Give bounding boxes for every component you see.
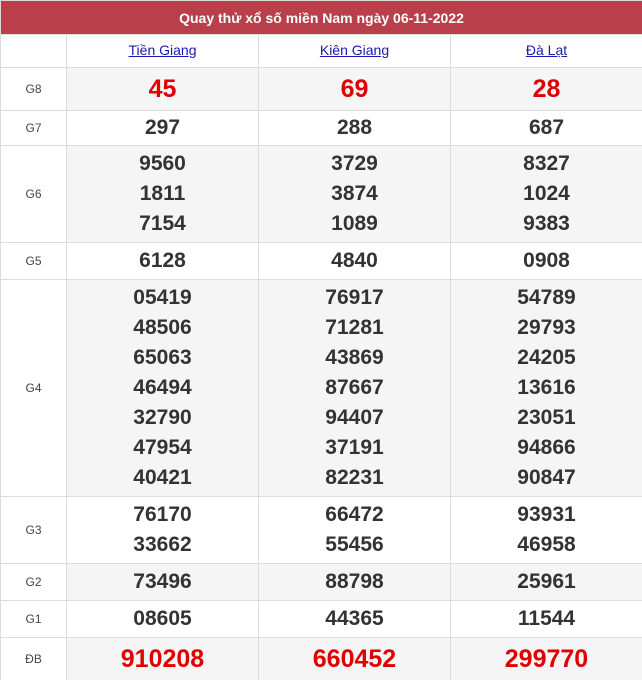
winning-number: 687 bbox=[528, 116, 565, 139]
prize-row-g5 bbox=[1, 243, 642, 280]
prize-row-đb bbox=[1, 638, 642, 680]
winning-number: 32790 bbox=[133, 406, 192, 429]
winning-number: 93931 bbox=[517, 503, 576, 526]
prize-row-g2 bbox=[1, 564, 642, 601]
prize-row-g7 bbox=[1, 111, 642, 146]
prize-cell bbox=[259, 638, 451, 680]
prize-cell bbox=[451, 146, 642, 243]
number-stack bbox=[259, 113, 450, 143]
prize-cell bbox=[451, 638, 642, 680]
prize-row-g1 bbox=[1, 601, 642, 638]
number-stack bbox=[67, 246, 258, 276]
number-stack bbox=[451, 604, 642, 634]
prize-cell bbox=[451, 68, 642, 111]
number-stack bbox=[259, 74, 450, 104]
winning-number: 82231 bbox=[325, 466, 384, 489]
winning-number: 1089 bbox=[331, 212, 378, 235]
number-stack bbox=[451, 500, 642, 560]
province-link-kien-giang[interactable]: Kiên Giang bbox=[319, 42, 390, 58]
winning-number: 8327 bbox=[523, 152, 570, 175]
winning-number: 71281 bbox=[325, 316, 384, 339]
prize-cell bbox=[259, 280, 451, 497]
prize-cell bbox=[67, 497, 259, 564]
winning-number: 23051 bbox=[517, 406, 576, 429]
number-stack bbox=[67, 604, 258, 634]
winning-number: 87667 bbox=[325, 376, 384, 399]
prize-label: G3 bbox=[1, 497, 67, 564]
winning-number: 48506 bbox=[133, 316, 192, 339]
province-header-tien-giang bbox=[67, 35, 259, 68]
number-stack bbox=[451, 283, 642, 493]
prize-cell bbox=[451, 497, 642, 564]
prize-cell bbox=[451, 111, 642, 146]
prize-cell bbox=[259, 564, 451, 601]
number-stack bbox=[67, 149, 258, 239]
prize-label: ĐB bbox=[1, 638, 67, 680]
number-stack bbox=[451, 567, 642, 597]
number-stack bbox=[259, 149, 450, 239]
prize-cell bbox=[259, 497, 451, 564]
prize-cell bbox=[67, 280, 259, 497]
prize-label: G8 bbox=[1, 68, 67, 111]
winning-number: 910208 bbox=[120, 645, 205, 673]
winning-number: 90847 bbox=[517, 466, 576, 489]
winning-number: 46494 bbox=[133, 376, 192, 399]
prize-cell bbox=[67, 68, 259, 111]
winning-number: 05419 bbox=[133, 286, 192, 309]
page-title: Quay thử xổ số miền Nam ngày 06-11-2022 bbox=[1, 1, 642, 35]
province-link-da-lat[interactable]: Đà Lạt bbox=[525, 42, 568, 58]
number-stack bbox=[259, 246, 450, 276]
prize-cell bbox=[67, 146, 259, 243]
winning-number: 40421 bbox=[133, 466, 192, 489]
prize-cell bbox=[259, 111, 451, 146]
winning-number: 0908 bbox=[523, 249, 570, 272]
number-stack bbox=[451, 149, 642, 239]
province-header-kien-giang bbox=[259, 35, 451, 68]
number-stack bbox=[259, 567, 450, 597]
prize-row-g6 bbox=[1, 146, 642, 243]
prize-cell bbox=[259, 68, 451, 111]
winning-number: 73496 bbox=[133, 570, 192, 593]
winning-number: 47954 bbox=[133, 436, 192, 459]
winning-number: 08605 bbox=[133, 607, 192, 630]
title-row bbox=[1, 1, 642, 35]
prize-label: G5 bbox=[1, 243, 67, 280]
number-stack bbox=[259, 283, 450, 493]
prize-label: G2 bbox=[1, 564, 67, 601]
number-stack bbox=[451, 644, 642, 674]
prize-cell bbox=[67, 638, 259, 680]
prize-cell bbox=[451, 601, 642, 638]
winning-number: 25961 bbox=[517, 570, 576, 593]
winning-number: 29793 bbox=[517, 316, 576, 339]
winning-number: 54789 bbox=[517, 286, 576, 309]
winning-number: 76170 bbox=[133, 503, 192, 526]
number-stack bbox=[67, 500, 258, 560]
winning-number: 9560 bbox=[139, 152, 186, 175]
winning-number: 1024 bbox=[523, 182, 570, 205]
prize-row-g8 bbox=[1, 68, 642, 111]
winning-number: 13616 bbox=[517, 376, 576, 399]
prize-rows bbox=[1, 68, 642, 680]
prize-cell bbox=[67, 111, 259, 146]
winning-number: 1811 bbox=[139, 182, 186, 205]
prize-row-g3 bbox=[1, 497, 642, 564]
prize-cell bbox=[259, 601, 451, 638]
prize-cell bbox=[451, 243, 642, 280]
winning-number: 7154 bbox=[139, 212, 186, 235]
number-stack bbox=[259, 500, 450, 560]
winning-number: 299770 bbox=[504, 645, 589, 673]
number-stack bbox=[451, 113, 642, 143]
winning-number: 65063 bbox=[133, 346, 192, 369]
number-stack bbox=[259, 604, 450, 634]
winning-number: 69 bbox=[340, 75, 369, 103]
winning-number: 297 bbox=[144, 116, 181, 139]
prize-label: G4 bbox=[1, 280, 67, 497]
prize-cell bbox=[67, 243, 259, 280]
winning-number: 11544 bbox=[517, 607, 576, 630]
province-link-tien-giang[interactable]: Tiền Giang bbox=[128, 42, 197, 58]
winning-number: 94866 bbox=[517, 436, 576, 459]
number-stack bbox=[67, 74, 258, 104]
winning-number: 55456 bbox=[325, 533, 384, 556]
prize-cell bbox=[259, 243, 451, 280]
prize-cell bbox=[67, 564, 259, 601]
number-stack bbox=[259, 644, 450, 674]
winning-number: 660452 bbox=[312, 645, 397, 673]
number-stack bbox=[451, 246, 642, 276]
winning-number: 88798 bbox=[325, 570, 384, 593]
winning-number: 6128 bbox=[139, 249, 186, 272]
number-stack bbox=[67, 567, 258, 597]
winning-number: 33662 bbox=[133, 533, 192, 556]
winning-number: 288 bbox=[336, 116, 373, 139]
number-stack bbox=[67, 644, 258, 674]
winning-number: 3729 bbox=[331, 152, 378, 175]
winning-number: 66472 bbox=[325, 503, 384, 526]
corner-cell bbox=[1, 35, 67, 68]
prize-cell bbox=[451, 564, 642, 601]
winning-number: 46958 bbox=[517, 533, 576, 556]
winning-number: 45 bbox=[148, 75, 177, 103]
winning-number: 43869 bbox=[325, 346, 384, 369]
province-header-row bbox=[1, 35, 642, 68]
winning-number: 28 bbox=[532, 75, 561, 103]
prize-label: G1 bbox=[1, 601, 67, 638]
prize-cell bbox=[259, 146, 451, 243]
winning-number: 94407 bbox=[325, 406, 384, 429]
winning-number: 76917 bbox=[325, 286, 384, 309]
prize-row-g4 bbox=[1, 280, 642, 497]
province-header-da-lat bbox=[451, 35, 642, 68]
winning-number: 24205 bbox=[517, 346, 576, 369]
prize-cell bbox=[451, 280, 642, 497]
winning-number: 44365 bbox=[325, 607, 384, 630]
prize-label: G7 bbox=[1, 111, 67, 146]
prize-label: G6 bbox=[1, 146, 67, 243]
winning-number: 37191 bbox=[325, 436, 384, 459]
number-stack bbox=[67, 113, 258, 143]
winning-number: 4840 bbox=[331, 249, 378, 272]
prize-cell bbox=[67, 601, 259, 638]
number-stack bbox=[451, 74, 642, 104]
winning-number: 3874 bbox=[331, 182, 378, 205]
winning-number: 9383 bbox=[523, 212, 570, 235]
number-stack bbox=[67, 283, 258, 493]
